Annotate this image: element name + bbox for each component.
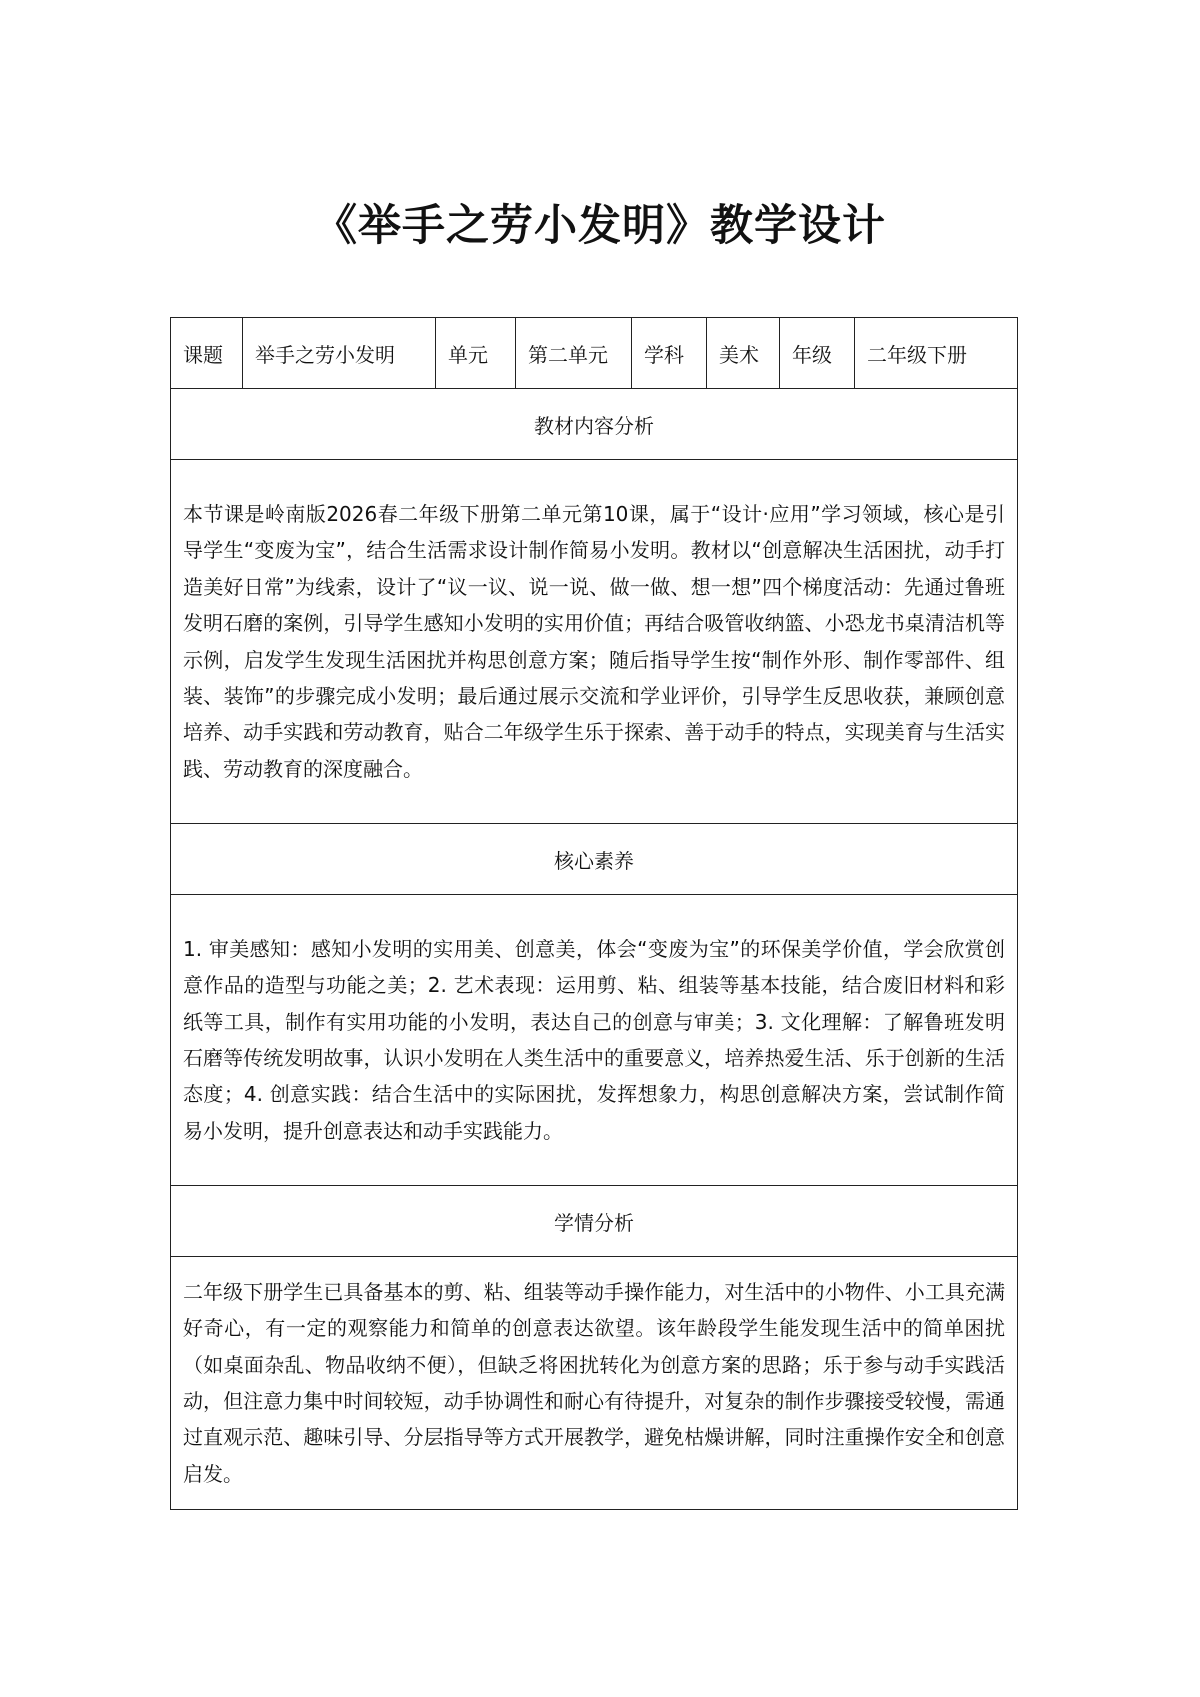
document-title: 《举手之劳小发明》教学设计 xyxy=(314,201,886,251)
section-header-row xyxy=(171,389,1018,460)
topic-label: 课题 xyxy=(171,318,243,389)
material-analysis-body: 本节课是岭南版2026春二年级下册第二单元第10课，属于“设计·应用”学习领域，核心是引导学生“变废为宝”，结合生活需求设计制作简易小发明。教材以“创意解决生活困扰，动手打造美好日常”为线索，设计了“议一议、说一说、做一做、想一想”四个梯度活动：先通过鲁班发明石磨的案例，引导学生感知小发明的实用价值；再结合吸管收纳篮、小恐龙书桌清洁机等示例，启发学生发现生活困扰并构思创意方案；随后指导学生按“制作外形、制作零部件、组装、装饰”的步骤完成小发明；最后通过展示交流和学业评价，引导学生反思收获，兼顾创意培养、动手实践和劳动教育，贴合二年级学生乐于探索、善于动手的特点，实现美育与生活实践、劳动教育的深度融合。 xyxy=(171,460,1018,824)
core-literacy-header: 核心素养 xyxy=(171,824,1018,895)
section-body-row xyxy=(171,460,1018,824)
section-header-row xyxy=(171,824,1018,895)
section-header-row xyxy=(171,1186,1018,1257)
grade-value: 二年级下册 xyxy=(855,318,1018,389)
core-literacy-body: 1. 审美感知：感知小发明的实用美、创意美，体会“变废为宝”的环保美学价值，学会欣赏创意作品的造型与功能之美；2. 艺术表现：运用剪、粘、组装等基本技能，结合废旧材料和彩纸等工具，制作有实用功能的小发明，表达自己的创意与审美；3. 文化理解：了解鲁班发明石磨等传统发明故事，认识小发明在人类生活中的重要意义，培养热爱生活、乐于创新的生活态度；4. 创意实践：结合生活中的实际困扰，发挥想象力，构思创意解决方案，尝试制作简易小发明，提升创意表达和动手实践能力。 xyxy=(171,895,1018,1186)
student-analysis-header: 学情分析 xyxy=(171,1186,1018,1257)
subject-value: 美术 xyxy=(707,318,780,389)
lesson-design-table xyxy=(170,317,1018,1510)
student-analysis-body: 二年级下册学生已具备基本的剪、粘、组装等动手操作能力，对生活中的小物件、小工具充满好奇心，有一定的观察能力和简单的创意表达欲望。该年龄段学生能发现生活中的简单困扰（如桌面杂乱、物品收纳不便），但缺乏将困扰转化为创意方案的思路；乐于参与动手实践活动，但注意力集中时间较短，动手协调性和耐心有待提升，对复杂的制作步骤接受较慢，需通过直观示范、趣味引导、分层指导等方式开展教学，避免枯燥讲解，同时注重操作安全和创意启发。 xyxy=(171,1257,1018,1510)
grade-label: 年级 xyxy=(780,318,855,389)
subject-label: 学科 xyxy=(632,318,707,389)
section-body-row xyxy=(171,1257,1018,1510)
section-body-row xyxy=(171,895,1018,1186)
lesson-info-row xyxy=(171,318,1018,389)
unit-label: 单元 xyxy=(436,318,516,389)
material-analysis-header: 教材内容分析 xyxy=(171,389,1018,460)
unit-value: 第二单元 xyxy=(516,318,632,389)
topic-value: 举手之劳小发明 xyxy=(243,318,436,389)
